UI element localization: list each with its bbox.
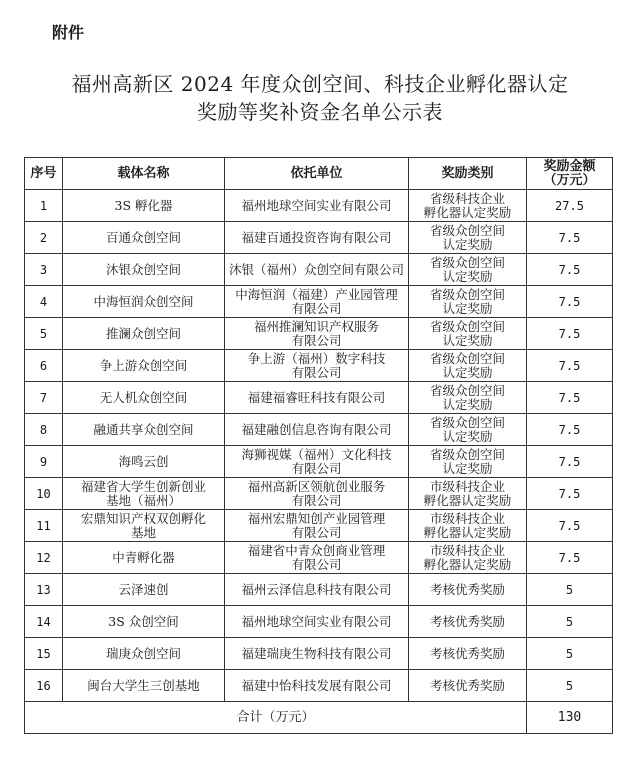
table-row — [25, 222, 613, 254]
cell-no: 7 — [25, 382, 63, 414]
cell-org: 福建省中青众创商业管理 有限公司 — [225, 542, 409, 574]
attachment-label: 附件 — [52, 23, 85, 42]
cell-no: 12 — [25, 542, 63, 574]
table-header-row — [25, 158, 613, 190]
cell-no: 11 — [25, 510, 63, 542]
cell-type: 省级众创空间 认定奖励 — [409, 382, 527, 414]
cell-amount: 27.5 — [527, 190, 613, 222]
table-row — [25, 670, 613, 702]
cell-type: 考核优秀奖励 — [409, 670, 527, 702]
cell-amount: 5 — [527, 670, 613, 702]
header-no: 序号 — [25, 158, 63, 190]
document-title-line2: 奖励等奖补资金名单公示表 — [197, 100, 443, 124]
cell-org: 福州推澜知识产权服务 有限公司 — [225, 318, 409, 350]
cell-org: 福建融创信息咨询有限公司 — [225, 414, 409, 446]
cell-name: 闽台大学生三创基地 — [63, 670, 225, 702]
table-row — [25, 638, 613, 670]
cell-no: 10 — [25, 478, 63, 510]
cell-amount: 5 — [527, 638, 613, 670]
cell-amount: 7.5 — [527, 414, 613, 446]
cell-no: 2 — [25, 222, 63, 254]
cell-type: 省级众创空间 认定奖励 — [409, 222, 527, 254]
cell-no: 3 — [25, 254, 63, 286]
cell-org: 福州云泽信息科技有限公司 — [225, 574, 409, 606]
cell-type: 市级科技企业 孵化器认定奖励 — [409, 542, 527, 574]
table-row — [25, 478, 613, 510]
cell-name: 云泽速创 — [63, 574, 225, 606]
cell-org: 海狮视媒（福州）文化科技 有限公司 — [225, 446, 409, 478]
cell-no: 6 — [25, 350, 63, 382]
cell-name: 3S 孵化器 — [63, 190, 225, 222]
cell-org: 沐银（福州）众创空间有限公司 — [225, 254, 409, 286]
award-table — [24, 157, 613, 734]
cell-amount: 7.5 — [527, 542, 613, 574]
table-row — [25, 382, 613, 414]
cell-no: 9 — [25, 446, 63, 478]
cell-amount: 7.5 — [527, 254, 613, 286]
cell-name: 推澜众创空间 — [63, 318, 225, 350]
cell-no: 15 — [25, 638, 63, 670]
cell-org: 中海恒润（福建）产业园管理 有限公司 — [225, 286, 409, 318]
cell-org: 福建百通投资咨询有限公司 — [225, 222, 409, 254]
cell-amount: 7.5 — [527, 446, 613, 478]
cell-name: 福建省大学生创新创业 基地（福州） — [63, 478, 225, 510]
cell-type: 市级科技企业 孵化器认定奖励 — [409, 510, 527, 542]
cell-type: 省级众创空间 认定奖励 — [409, 254, 527, 286]
total-amount: 130 — [527, 702, 613, 734]
cell-no: 1 — [25, 190, 63, 222]
table-row — [25, 318, 613, 350]
cell-amount: 7.5 — [527, 382, 613, 414]
header-amount: 奖励金额 （万元） — [527, 158, 613, 190]
cell-name: 中青孵化器 — [63, 542, 225, 574]
cell-name: 沐银众创空间 — [63, 254, 225, 286]
cell-no: 8 — [25, 414, 63, 446]
table-row — [25, 606, 613, 638]
cell-type: 市级科技企业 孵化器认定奖励 — [409, 478, 527, 510]
cell-amount: 7.5 — [527, 350, 613, 382]
cell-org: 福建福睿旺科技有限公司 — [225, 382, 409, 414]
total-label: 合计（万元） — [25, 702, 527, 734]
cell-type: 省级科技企业 孵化器认定奖励 — [409, 190, 527, 222]
cell-org: 福建中怡科技发展有限公司 — [225, 670, 409, 702]
cell-amount: 7.5 — [527, 222, 613, 254]
cell-org: 福州地球空间实业有限公司 — [225, 190, 409, 222]
cell-no: 13 — [25, 574, 63, 606]
cell-no: 5 — [25, 318, 63, 350]
cell-type: 考核优秀奖励 — [409, 606, 527, 638]
cell-name: 3S 众创空间 — [63, 606, 225, 638]
cell-type: 省级众创空间 认定奖励 — [409, 318, 527, 350]
cell-type: 省级众创空间 认定奖励 — [409, 446, 527, 478]
header-name: 载体名称 — [63, 158, 225, 190]
cell-org: 福建瑞庚生物科技有限公司 — [225, 638, 409, 670]
table-row — [25, 574, 613, 606]
cell-name: 百通众创空间 — [63, 222, 225, 254]
cell-name: 宏鼎知识产权双创孵化 基地 — [63, 510, 225, 542]
cell-org: 福州宏鼎知创产业园管理 有限公司 — [225, 510, 409, 542]
cell-amount: 7.5 — [527, 286, 613, 318]
table-row — [25, 510, 613, 542]
cell-type: 省级众创空间 认定奖励 — [409, 286, 527, 318]
cell-amount: 5 — [527, 574, 613, 606]
table-row — [25, 446, 613, 478]
table-row — [25, 190, 613, 222]
cell-no: 16 — [25, 670, 63, 702]
cell-org: 福州地球空间实业有限公司 — [225, 606, 409, 638]
cell-amount: 5 — [527, 606, 613, 638]
cell-type: 考核优秀奖励 — [409, 638, 527, 670]
cell-amount: 7.5 — [527, 510, 613, 542]
cell-no: 4 — [25, 286, 63, 318]
cell-name: 融通共享众创空间 — [63, 414, 225, 446]
table-row — [25, 414, 613, 446]
cell-name: 中海恒润众创空间 — [63, 286, 225, 318]
cell-name: 无人机众创空间 — [63, 382, 225, 414]
cell-amount: 7.5 — [527, 478, 613, 510]
cell-org: 争上游（福州）数字科技 有限公司 — [225, 350, 409, 382]
header-type: 奖励类别 — [409, 158, 527, 190]
cell-type: 省级众创空间 认定奖励 — [409, 350, 527, 382]
total-row — [25, 702, 613, 734]
cell-name: 海鸣云创 — [63, 446, 225, 478]
header-org: 依托单位 — [225, 158, 409, 190]
cell-name: 瑞庚众创空间 — [63, 638, 225, 670]
cell-name: 争上游众创空间 — [63, 350, 225, 382]
table-row — [25, 350, 613, 382]
table-row — [25, 254, 613, 286]
table-row — [25, 542, 613, 574]
cell-type: 考核优秀奖励 — [409, 574, 527, 606]
document-title-line1: 福州高新区 2024 年度众创空间、科技企业孵化器认定 — [71, 72, 569, 96]
cell-amount: 7.5 — [527, 318, 613, 350]
cell-org: 福州高新区领航创业服务 有限公司 — [225, 478, 409, 510]
table-row — [25, 286, 613, 318]
cell-no: 14 — [25, 606, 63, 638]
cell-type: 省级众创空间 认定奖励 — [409, 414, 527, 446]
